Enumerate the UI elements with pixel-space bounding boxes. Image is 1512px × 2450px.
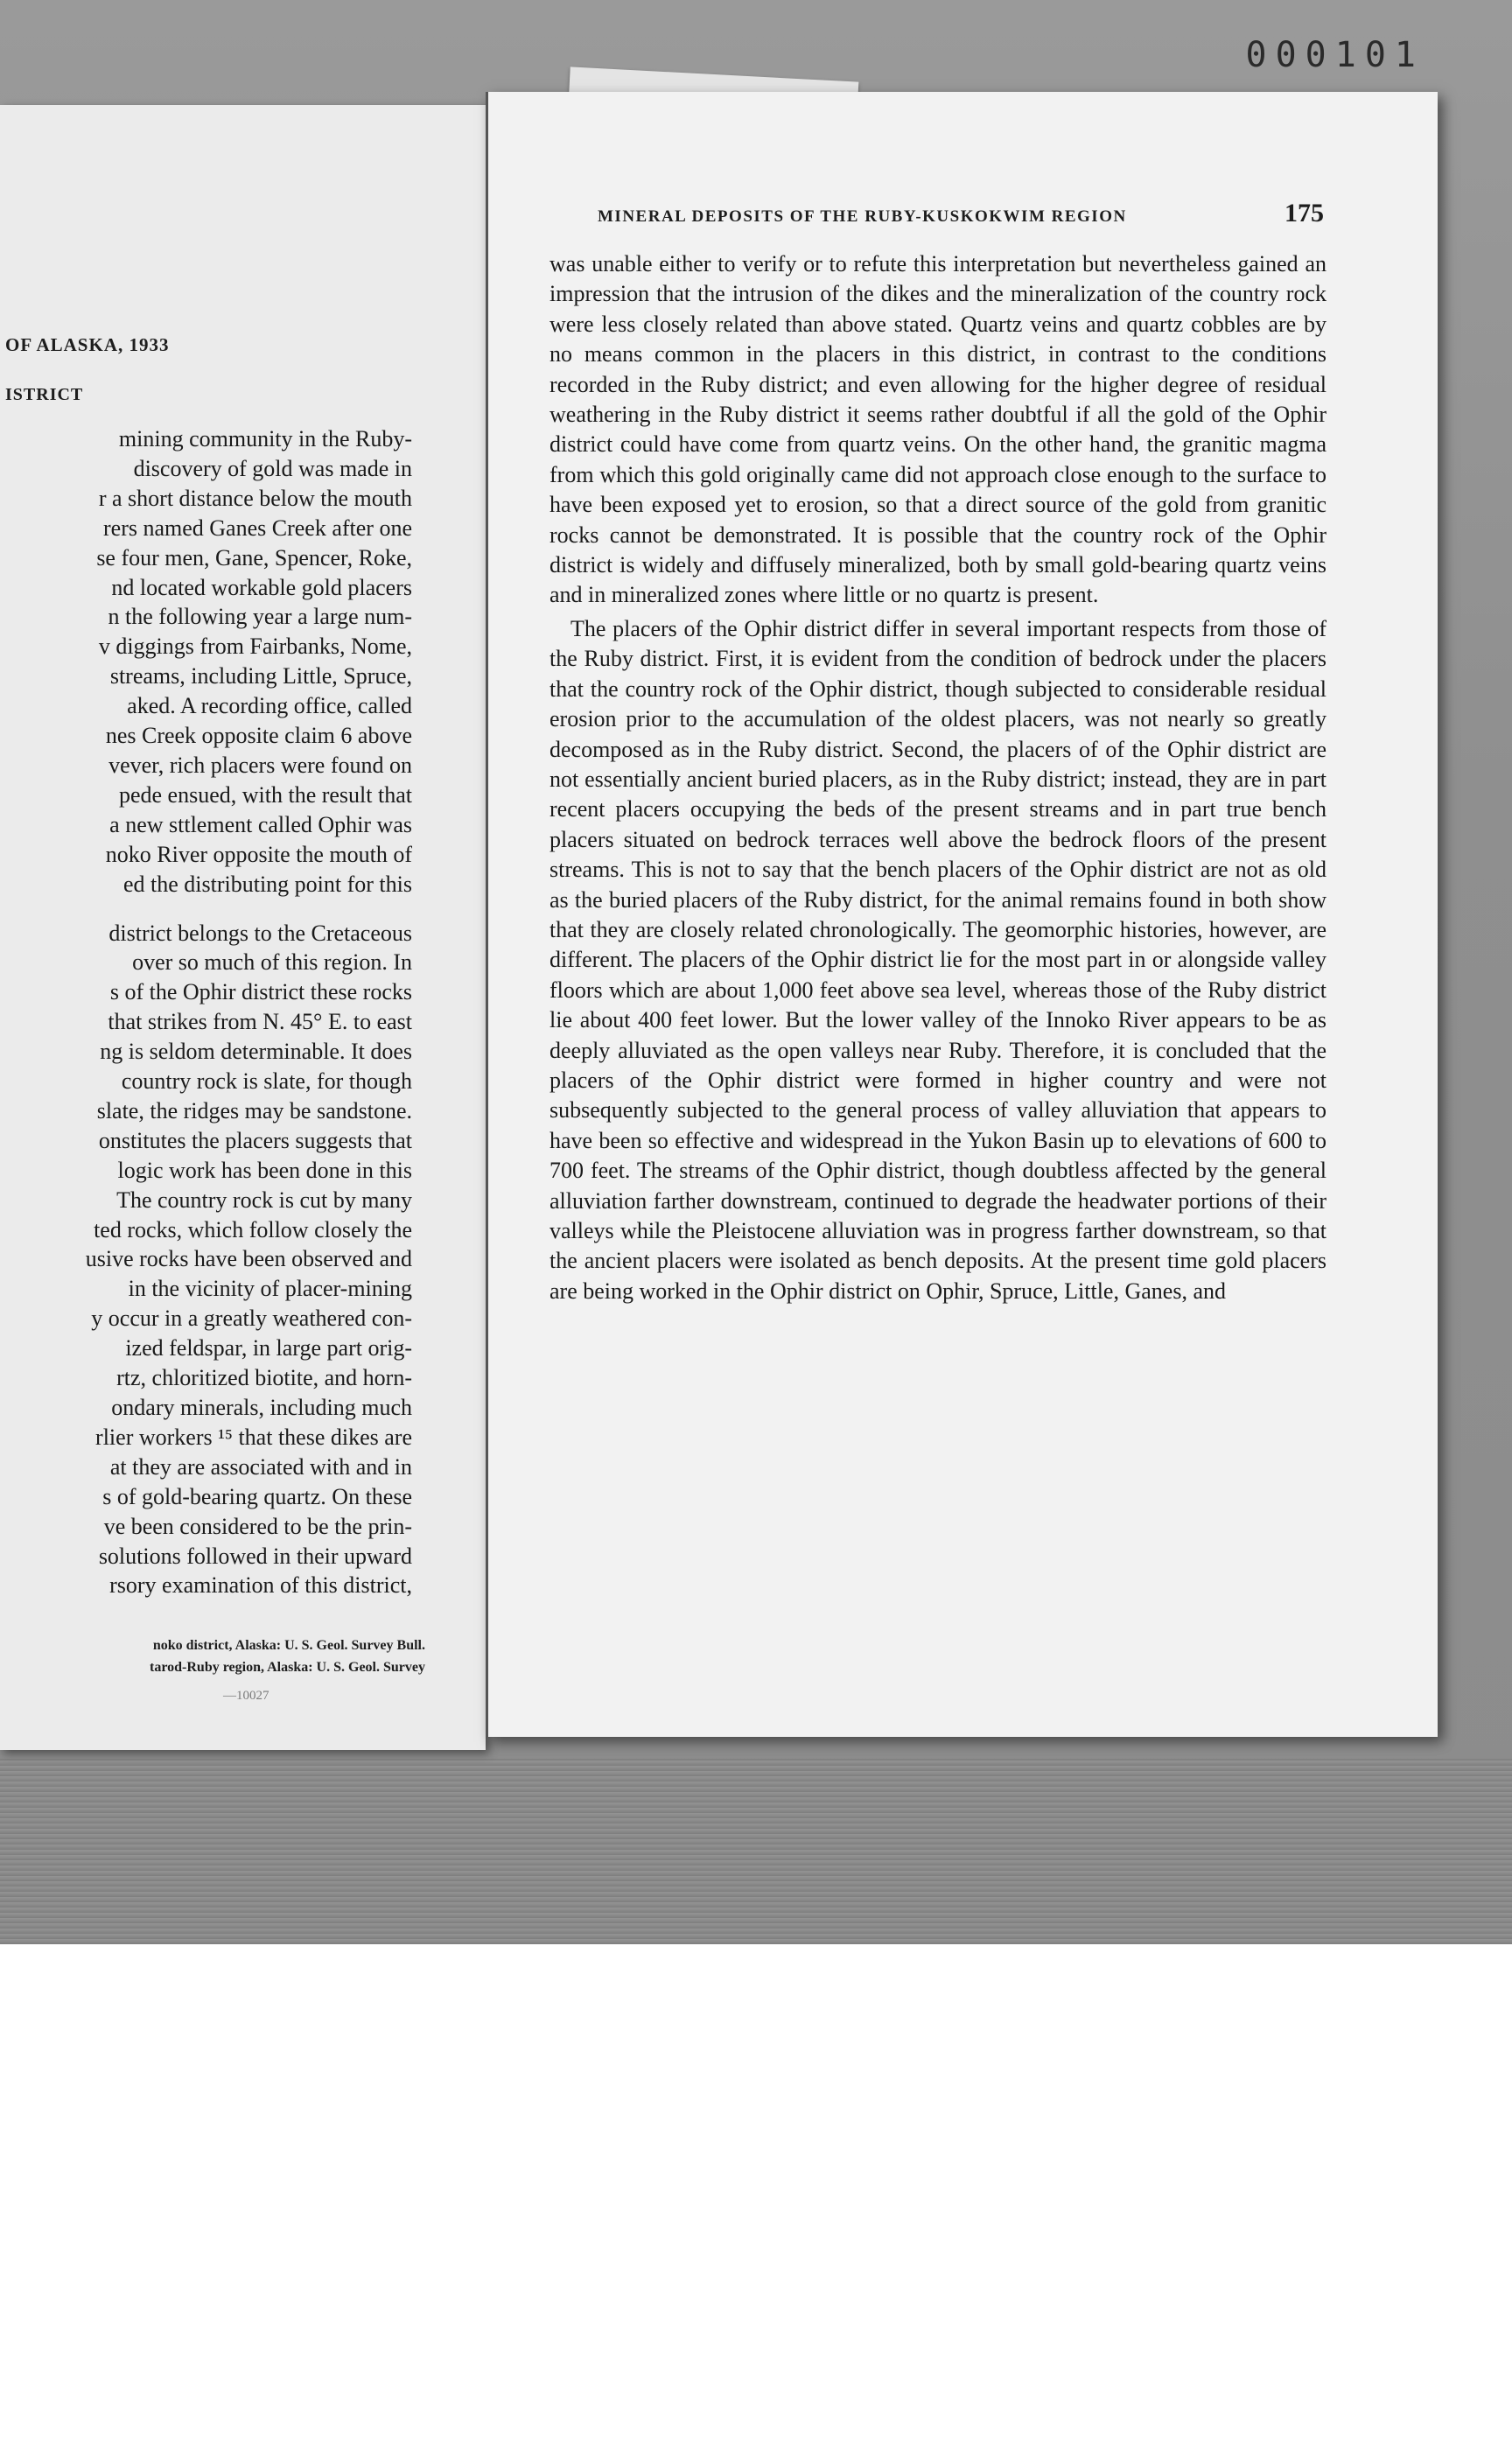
- text-line: s of the Ophir district these rocks: [109, 979, 412, 1005]
- text-line: n the following year a large num-: [108, 604, 412, 630]
- left-page: [0, 105, 486, 1750]
- text-line: logic work has been done in this: [117, 1157, 412, 1183]
- text-line: ve been considered to be the prin-: [103, 1513, 412, 1539]
- text-line: country rock is slate, for though: [121, 1068, 412, 1095]
- right-body-text: [550, 249, 1326, 1306]
- running-title: MINERAL DEPOSITS OF THE RUBY-KUSKOKWIM REGION: [598, 207, 1127, 226]
- text-line: The country rock is cut by many: [116, 1186, 412, 1213]
- text-line: rers named Ganes Creek after one: [103, 514, 412, 541]
- text-line: onstitutes the placers suggests that: [98, 1127, 412, 1153]
- text-line: se four men, Gane, Spencer, Roke,: [96, 544, 412, 570]
- text-line: noko River opposite the mouth of: [105, 841, 412, 867]
- left-section-heading: ISTRICT: [5, 385, 84, 404]
- text-line: ized feldspar, in large part orig-: [125, 1335, 412, 1362]
- left-body-text: [5, 424, 412, 1600]
- text-line: that strikes from N. 45° E. to east: [108, 1009, 412, 1035]
- text-line: ondary minerals, including much: [111, 1395, 412, 1420]
- document-stamp-number: 000101: [1245, 35, 1424, 75]
- text-line: aked. A recording office, called: [127, 693, 412, 719]
- text-line: v diggings from Fairbanks, Nome,: [98, 634, 412, 660]
- footnote-line: noko district, Alaska: U. S. Geol. Survey Bull.: [152, 1638, 425, 1653]
- left-footnotes: [5, 1634, 425, 1678]
- text-line: a new sttlement called Ophir was: [109, 811, 412, 837]
- text-line: district belongs to the Cretaceous: [108, 920, 412, 946]
- text-line: at they are associated with and in: [109, 1453, 412, 1480]
- left-running-header: OF ALASKA, 1933: [5, 334, 170, 355]
- footnote-line: tarod-Ruby region, Alaska: U. S. Geol. Survey: [150, 1660, 425, 1675]
- text-line: ed the distributing point for this: [122, 871, 412, 897]
- text-line: r a short distance below the mouth: [98, 485, 412, 511]
- text-line: over so much of this region. In: [132, 949, 412, 976]
- paragraph-gap: [5, 900, 412, 919]
- text-line: vever, rich placers were found on: [108, 752, 412, 778]
- paragraph: was unable either to verify or to refute this interpretation but nevertheless gained an impression that the intrusion of the dikes and the mineralization of the country rock were less closely related than above stated. Quartz veins and quartz cobbles are by no means common in the placers in this district, in contrast to the conditions recorded in the Ruby district; and even allowing for the higher degree of residual weathering in the Ruby district it seems rather doubtful if all the gold of the Ophir district could have come from quartz veins. On the other hand, the granitic magma from which this gold originally came did not approach close enough to the surface to have been exposed yet to erosion, so that a direct source of the gold from granitic rocks cannot be demonstrated. It is possible that the country rock of the Ophir district is widely and diffusely mineralized, both by small gold-bearing quartz veins and in mineralized zones where little or no quartz is present.: [550, 251, 1326, 608]
- text-line: nd located workable gold placers: [111, 574, 412, 600]
- text-line: solutions followed in their upward: [98, 1543, 412, 1569]
- text-line: s of gold-bearing quartz. On these: [102, 1483, 412, 1509]
- text-line: ng is seldom determinable. It does: [100, 1039, 412, 1065]
- scan-background-edge: [0, 1759, 1512, 1944]
- text-line: ted rocks, which follow closely the: [94, 1216, 412, 1242]
- text-line: mining community in the Ruby-: [118, 426, 412, 452]
- text-line: rtz, chloritized biotite, and horn-: [116, 1365, 412, 1391]
- text-line: rsory examination of this district,: [109, 1572, 412, 1599]
- text-line: usive rocks have been observed and: [85, 1246, 412, 1272]
- text-line: pede ensued, with the result that: [118, 781, 412, 808]
- text-line: streams, including Little, Spruce,: [109, 663, 412, 690]
- right-running-header: [598, 199, 1324, 228]
- text-line: discovery of gold was made in: [133, 455, 412, 481]
- text-line: nes Creek opposite claim 6 above: [105, 723, 412, 749]
- paragraph: The placers of the Ophir district differ in several important respects from those of the Ruby district. First, it is evident from the condition of bedrock under the placers that the country rock of the Ophir district, though subjected to considerable residual erosion prior to the accumulation of the oldest placers, was not nearly so greatly decomposed as in the Ruby district. Second, the placers of of the Ophir district are not essentially ancient buried placers, as in the Ruby district; instead, they are in part recent placers occupying the beds of the present streams and in part true bench placers situated on bedrock terraces well above the bedrock floors of the present streams. This is not to say that the bench placers of the Ophir district are not as old as the buried placers of the Ruby district, for the animal remains found in both show that they are closely related chronologically. The geomorphic histories, however, are different. The placers of the Ophir district lie for the most part in or alongside valley floors which are about 1,000 feet above sea level, whereas those of the Ruby district lie about 400 feet lower. But the lower valley of the Innoko River appears to be as deeply alluviated as the open valleys near Ruby. Therefore, it is concluded that the placers of the Ophir district were formed in higher country and were not subsequently subjected to the general process of valley alluviation that appears to have been so effective and widespread in the Yukon Basin up to elevations of 600 to 700 feet. The streams of the Ophir district, though doubtless affected by the general alluviation farther downstream, continued to degrade the headwater portions of their valleys while the Pleistocene alluviation was in progress farther downstream, so that the ancient placers were isolated as bench deposits. At the present time gold placers are being worked in the Ophir district on Ophir, Spruce, Little, Ganes, and: [550, 615, 1326, 1304]
- text-line: y occur in a greatly weathered con-: [91, 1306, 412, 1332]
- right-page: [486, 92, 1438, 1737]
- page-number: 175: [1284, 199, 1324, 228]
- text-line: in the vicinity of placer-mining: [128, 1276, 412, 1302]
- text-line: rlier workers ¹⁵ that these dikes are: [95, 1424, 412, 1450]
- text-line: slate, the ridges may be sandstone.: [96, 1097, 412, 1124]
- left-page-id: —10027: [223, 1689, 270, 1703]
